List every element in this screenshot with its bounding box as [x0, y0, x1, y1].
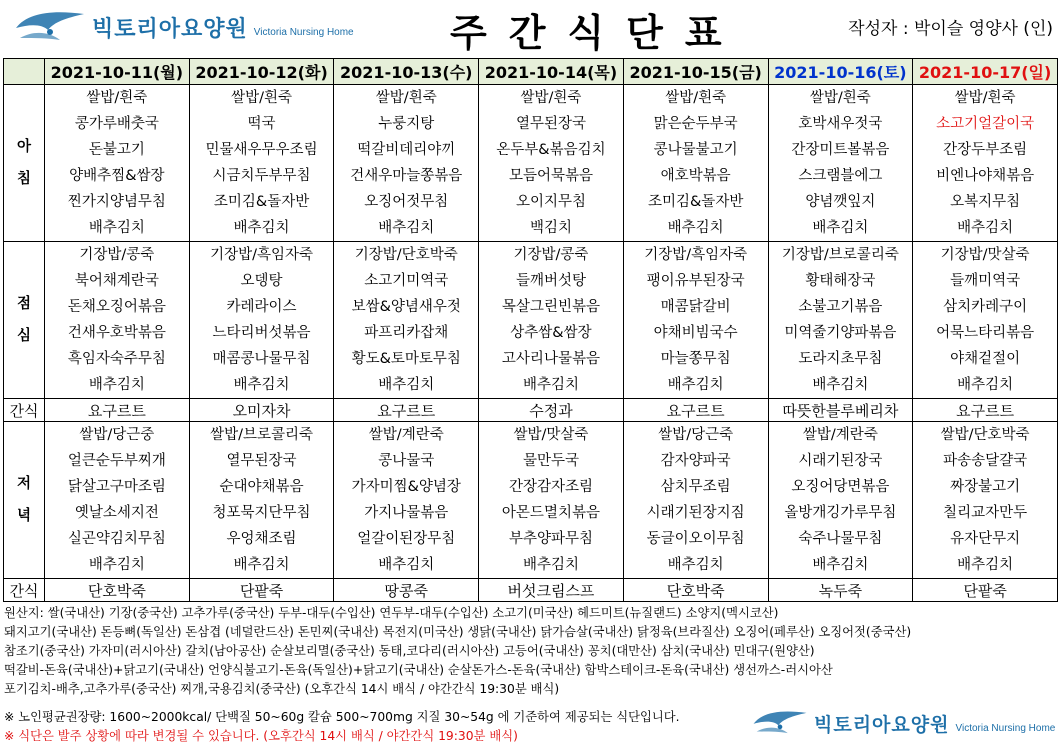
menu-item: 쌀밥/당근죽 — [658, 427, 734, 443]
origin-line: 돼지고기(국내산) 돈등뼈(독일산) 돈삼겹 (네덜란드산) 돈민찌(국내산) 목전지(미국산) 생닭(국내산) 닭가슴살(국내산) 닭정육(브라질산) 오징어(페루산) 오징어젓(중국산) — [4, 625, 912, 639]
menu-item: 조미김&돌자반 — [647, 194, 744, 210]
menu-cell — [189, 422, 334, 579]
menu-item: 쌀밥/흰죽 — [665, 90, 727, 106]
menu-cell — [623, 242, 768, 399]
snack-item: 버섯크림스프 — [479, 579, 624, 602]
menu-item: 누룽지탕 — [378, 116, 435, 132]
menu-item: 소고기미역국 — [364, 273, 449, 289]
menu-item: 소불고기볶음 — [798, 299, 883, 315]
notes — [4, 708, 680, 746]
menu-item: 배추김치 — [667, 557, 724, 573]
menu-item: 호박새우젓국 — [798, 116, 883, 132]
menu-item: 도라지초무침 — [798, 351, 883, 367]
origin-line: 원산지: 쌀(국내산) 기장(중국산) 고추가루(중국산) 두부-대두(수입산) 연두부-대두(수입산) 소고기(미국산) 헤드미트(뉴질랜드) 소양지(멕시코산) — [4, 606, 779, 620]
day-header-sunday: 2021-10-17(일) — [913, 59, 1058, 85]
menu-item: 떡국 — [247, 116, 276, 132]
menu-item: 짜장불고기 — [950, 479, 1021, 495]
menu-item: 배추김치 — [233, 220, 290, 236]
menu-item: 북어채계란국 — [74, 273, 159, 289]
menu-item: 감자양파국 — [660, 453, 731, 469]
menu-item: 돈채오징어볶음 — [67, 299, 166, 315]
origin-line: 떡갈비-돈육(국내산)+닭고기(국내산) 언양식불고기-돈육(독일산)+닭고기(국내산) 순살돈가스-돈육(국내산) 함박스테이크-돈육(국내산) 생선까스-러시아산 — [4, 663, 833, 677]
logo-subtitle: Victoria Nursing Home — [955, 722, 1056, 734]
menu-item: 오뎅탕 — [240, 273, 283, 289]
origin-line: 포기김치-배추,고추가루(중국산) 찌개,국용김치(중국산) (오후간식 14시 배식 / 야간간식 19:30분 배식) — [4, 682, 560, 696]
dinner-row — [4, 422, 1058, 579]
menu-item: 느타리버섯볶음 — [212, 325, 311, 341]
menu-item: 모듬어묵볶음 — [508, 168, 593, 184]
menu-item: 백김치 — [529, 220, 572, 236]
menu-item: 부추양파무침 — [508, 531, 593, 547]
menu-item: 닭살고구마조림 — [67, 479, 166, 495]
menu-item: 유자단무지 — [950, 531, 1021, 547]
menu-item: 간장두부조림 — [943, 142, 1028, 158]
menu-item: 오복지무침 — [950, 194, 1021, 210]
page-header — [0, 0, 1061, 56]
menu-cell — [623, 85, 768, 242]
menu-item: 찐가지양념무침 — [67, 194, 166, 210]
menu-item: 들깨미역국 — [950, 273, 1021, 289]
snack-item: 단호박죽 — [623, 579, 768, 602]
snack-item: 녹두죽 — [768, 579, 913, 602]
menu-item: 야채겉절이 — [950, 351, 1021, 367]
menu-item: 매콤콩나물무침 — [212, 351, 311, 367]
menu-item: 소고기얼갈이국 — [936, 116, 1035, 132]
menu-item: 간장감자조림 — [508, 479, 593, 495]
snack-item: 수정과 — [479, 399, 624, 422]
menu-item: 목살그린빈볶음 — [501, 299, 600, 315]
menu-item: 보쌈&양념새우젓 — [351, 299, 461, 315]
menu-cell — [768, 422, 913, 579]
menu-cell — [334, 242, 479, 399]
logo-name: 빅토리아요양원 — [814, 713, 950, 736]
menu-item: 황태해장국 — [805, 273, 876, 289]
meal-label: 간식 — [4, 579, 45, 602]
snack-item: 요구르트 — [45, 399, 190, 422]
menu-item: 기장밥/맛살죽 — [940, 247, 1030, 263]
menu-cell — [768, 85, 913, 242]
corner-cell — [4, 59, 45, 85]
menu-item: 배추김치 — [88, 220, 145, 236]
menu-item: 배추김치 — [957, 377, 1014, 393]
menu-item: 쌀밥/브로콜리죽 — [210, 427, 314, 443]
menu-item: 온두부&볶음김치 — [496, 142, 606, 158]
menu-item: 건새우마늘쫑볶음 — [350, 168, 463, 184]
menu-item: 청포묵지단무침 — [212, 505, 311, 521]
menu-item: 콩가루배춧국 — [74, 116, 159, 132]
menu-item: 쌀밥/계란죽 — [802, 427, 878, 443]
menu-item: 기장밥/흑임자죽 — [644, 247, 748, 263]
menu-item: 배추김치 — [378, 220, 435, 236]
menu-item: 시래기된장지짐 — [646, 505, 745, 521]
menu-item: 열무된장국 — [515, 116, 586, 132]
weekly-menu-table — [3, 58, 1058, 602]
menu-item: 어묵느타리볶음 — [936, 325, 1035, 341]
menu-item: 오징어젓무침 — [364, 194, 449, 210]
menu-item: 배추김치 — [812, 557, 869, 573]
menu-item: 물만두국 — [522, 453, 579, 469]
logo — [14, 8, 354, 46]
day-header: 2021-10-14(목) — [479, 59, 624, 85]
breakfast-row — [4, 85, 1058, 242]
logo-subtitle: Victoria Nursing Home — [253, 26, 354, 38]
menu-cell — [913, 242, 1058, 399]
menu-item: 얼큰순두부찌개 — [67, 453, 166, 469]
menu-item: 가지나물볶음 — [364, 505, 449, 521]
menu-item: 쌀밥/흰죽 — [809, 90, 871, 106]
snack-item: 단팥죽 — [913, 579, 1058, 602]
menu-item: 마늘쫑무침 — [660, 351, 731, 367]
lunch-row — [4, 242, 1058, 399]
menu-item: 실곤약김치무침 — [67, 531, 166, 547]
menu-item: 조미김&돌자반 — [213, 194, 310, 210]
menu-item: 배추김치 — [812, 377, 869, 393]
menu-item: 돈불고기 — [88, 142, 145, 158]
menu-cell — [189, 242, 334, 399]
menu-item: 가자미찜&양념장 — [351, 479, 461, 495]
meal-label: 저 녁 — [4, 422, 45, 579]
meal-label: 아 침 — [4, 85, 45, 242]
logo-wing-icon — [752, 708, 808, 738]
menu-cell — [768, 242, 913, 399]
menu-item: 얼갈이된장무침 — [357, 531, 456, 547]
menu-item: 고사리나물볶음 — [501, 351, 600, 367]
menu-cell — [45, 85, 190, 242]
footer-logo — [752, 708, 1055, 738]
day-header-saturday: 2021-10-16(토) — [768, 59, 913, 85]
menu-item: 배추김치 — [957, 220, 1014, 236]
menu-item: 기장밥/흑임자죽 — [210, 247, 314, 263]
origin-line: 참조기(중국산) 가자미(러시아산) 갈치(남아공산) 순살보리멸(중국산) 동태,코다리(러시아산) 고등어(국내산) 꽁치(대만산) 삼치(국내산) 민대구(원양산) — [4, 644, 815, 658]
menu-item: 흑임자숙주무침 — [67, 351, 166, 367]
menu-item: 양념깻잎지 — [805, 194, 876, 210]
menu-item: 파프리카잡채 — [364, 325, 449, 341]
menu-item: 오징어당면볶음 — [791, 479, 890, 495]
menu-item: 옛날소세지전 — [74, 505, 159, 521]
menu-item: 양배추찜&쌈장 — [69, 168, 165, 184]
meal-label: 점 심 — [4, 242, 45, 399]
menu-item: 황도&토마토무침 — [351, 351, 461, 367]
menu-item: 파송송달걀국 — [943, 453, 1028, 469]
menu-item: 배추김치 — [378, 377, 435, 393]
menu-item: 기장밥/단호박죽 — [354, 247, 458, 263]
menu-item: 쌀밥/계란죽 — [368, 427, 444, 443]
snack2-row — [4, 579, 1058, 602]
menu-item: 삼치무조림 — [660, 479, 731, 495]
menu-item: 민물새우무우조림 — [205, 142, 318, 158]
menu-item: 야채비빔국수 — [653, 325, 738, 341]
meal-label: 간식 — [4, 399, 45, 422]
menu-item: 쌀밥/흰죽 — [86, 90, 148, 106]
menu-item: 쌀밥/당근중 — [79, 427, 155, 443]
day-header: 2021-10-15(금) — [623, 59, 768, 85]
menu-item: 쌀밥/흰죽 — [520, 90, 582, 106]
menu-item: 시래기된장국 — [798, 453, 883, 469]
menu-item: 쌀밥/흰죽 — [231, 90, 293, 106]
menu-item: 애호박볶음 — [660, 168, 731, 184]
menu-item: 쌀밥/맛살죽 — [513, 427, 589, 443]
menu-item: 배추김치 — [233, 557, 290, 573]
menu-cell — [334, 85, 479, 242]
menu-item: 들깨버섯탕 — [515, 273, 586, 289]
snack1-row — [4, 399, 1058, 422]
snack-item: 따뜻한블루베리차 — [768, 399, 913, 422]
menu-cell — [913, 422, 1058, 579]
menu-item: 쌀밥/흰죽 — [954, 90, 1016, 106]
menu-item: 스크램블에그 — [798, 168, 883, 184]
menu-item: 배추김치 — [667, 377, 724, 393]
logo-wing-icon — [14, 8, 86, 46]
menu-item: 아몬드멸치볶음 — [501, 505, 600, 521]
menu-item: 쌀밥/흰죽 — [375, 90, 437, 106]
snack-item: 단호박죽 — [45, 579, 190, 602]
menu-item: 배추김치 — [88, 377, 145, 393]
menu-item: 열무된장국 — [226, 453, 297, 469]
date-header-row — [4, 59, 1058, 85]
menu-item: 동글이오이무침 — [646, 531, 745, 547]
menu-cell — [334, 422, 479, 579]
snack-item: 단팥죽 — [189, 579, 334, 602]
menu-item: 배추김치 — [378, 557, 435, 573]
menu-item: 배추김치 — [88, 557, 145, 573]
page-title: 주간식단표 — [450, 11, 744, 55]
menu-item: 삼치카레구이 — [943, 299, 1028, 315]
day-header: 2021-10-11(월) — [45, 59, 190, 85]
menu-item: 배추김치 — [957, 557, 1014, 573]
menu-cell — [623, 422, 768, 579]
menu-item: 칠리교자만두 — [943, 505, 1028, 521]
snack-item: 요구르트 — [913, 399, 1058, 422]
day-header: 2021-10-12(화) — [189, 59, 334, 85]
origin-info — [4, 604, 1059, 699]
snack-item: 요구르트 — [623, 399, 768, 422]
author-line: 작성자 : 박이슬 영양사 (인) — [848, 19, 1053, 39]
menu-item: 배추김치 — [233, 377, 290, 393]
menu-item: 비엔나야채볶음 — [936, 168, 1035, 184]
menu-item: 오이지무침 — [515, 194, 586, 210]
menu-item: 배추김치 — [667, 220, 724, 236]
menu-item: 미역줄기양파볶음 — [784, 325, 897, 341]
menu-item: 숙주나물무침 — [798, 531, 883, 547]
menu-item: 기장밥/콩죽 — [79, 247, 155, 263]
menu-item: 상추쌈&쌈장 — [510, 325, 592, 341]
change-note: ※ 식단은 발주 상황에 따라 변경될 수 있습니다. (오후간식 14시 배식 / 야간간식 19:30분 배식) — [4, 729, 518, 743]
menu-item: 올방개깅가루무침 — [784, 505, 897, 521]
menu-item: 콩나물국 — [378, 453, 435, 469]
menu-item: 카레라이스 — [226, 299, 297, 315]
menu-item: 떡갈비데리야끼 — [357, 142, 456, 158]
menu-cell — [189, 85, 334, 242]
menu-item: 건새우호박볶음 — [67, 325, 166, 341]
menu-item: 배추김치 — [522, 557, 579, 573]
menu-item: 시금치두부무침 — [212, 168, 311, 184]
menu-item: 매콤닭갈비 — [660, 299, 731, 315]
nutrition-note: ※ 노인평균권장량: 1600~2000kcal/ 단백질 50~60g 칼슘 500~700mg 지질 30~54g 에 기준하여 제공되는 식단입니다. — [4, 710, 680, 724]
menu-cell — [479, 85, 624, 242]
snack-item: 오미자차 — [189, 399, 334, 422]
menu-item: 우엉채조림 — [226, 531, 297, 547]
menu-cell — [479, 422, 624, 579]
menu-item: 맑은순두부국 — [653, 116, 738, 132]
menu-cell — [45, 242, 190, 399]
snack-item: 땅콩죽 — [334, 579, 479, 602]
menu-item: 쌀밥/단호박죽 — [940, 427, 1030, 443]
menu-cell — [913, 85, 1058, 242]
snack-item: 요구르트 — [334, 399, 479, 422]
logo-name: 빅토리아요양원 — [92, 16, 248, 42]
menu-item: 기장밥/콩죽 — [513, 247, 589, 263]
menu-cell — [479, 242, 624, 399]
menu-item: 팽이유부된장국 — [646, 273, 745, 289]
menu-cell — [45, 422, 190, 579]
menu-item: 순대야채볶음 — [219, 479, 304, 495]
day-header: 2021-10-13(수) — [334, 59, 479, 85]
menu-item: 배추김치 — [812, 220, 869, 236]
menu-item: 배추김치 — [522, 377, 579, 393]
menu-item: 콩나물불고기 — [653, 142, 738, 158]
menu-item: 기장밥/브로콜리죽 — [781, 247, 899, 263]
menu-item: 간장미트볼볶음 — [791, 142, 890, 158]
